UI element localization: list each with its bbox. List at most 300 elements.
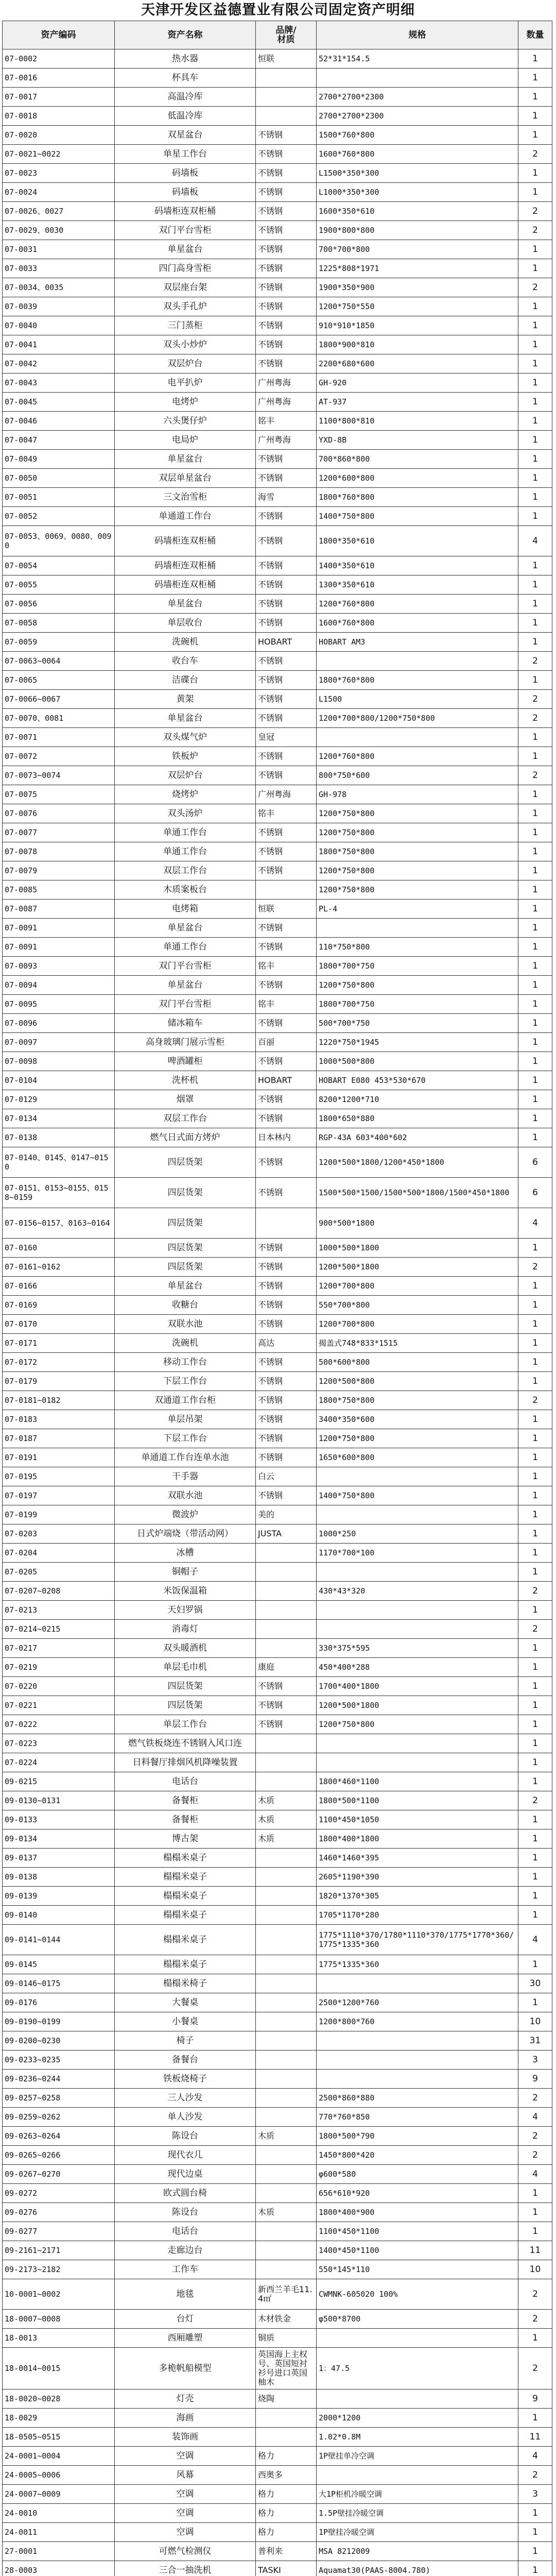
cell-code: 09-0276	[3, 2203, 115, 2222]
cell-quantity: 9	[518, 2389, 552, 2409]
cell-spec	[317, 1734, 518, 1753]
cell-quantity: 1	[518, 1544, 552, 1563]
cell-spec: PL-4	[317, 900, 518, 919]
cell-spec: 500*600*800	[317, 1353, 518, 1372]
cell-material	[256, 1208, 317, 1239]
cell-name: 三文治雪柜	[115, 488, 256, 507]
cell-quantity: 1	[518, 88, 552, 107]
cell-material	[256, 1993, 317, 2012]
table-row	[3, 1033, 552, 1052]
cell-name: 日料餐厅排烟风机降噪装置	[115, 1753, 256, 1772]
cell-material: 不锈钢	[256, 1296, 317, 1315]
table-row	[3, 2466, 552, 2485]
cell-quantity: 1	[518, 633, 552, 652]
cell-code: 07-0059	[3, 633, 115, 652]
cell-quantity: 1	[518, 335, 552, 354]
cell-name: 双层单星盆台	[115, 469, 256, 488]
cell-material	[256, 1734, 317, 1753]
asset-table	[2, 21, 552, 2576]
cell-code: 07-0222	[3, 1715, 115, 1734]
cell-spec	[317, 652, 518, 671]
cell-spec: 1600*760*800	[317, 145, 518, 164]
cell-name: 四层货架	[115, 1696, 256, 1715]
table-row	[3, 690, 552, 709]
cell-name: 电烤炉	[115, 393, 256, 412]
cell-material: 广州粤海	[256, 431, 317, 450]
cell-spec: 550*145*110	[317, 2260, 518, 2279]
table-row	[3, 2310, 552, 2329]
cell-material: 不锈钢	[256, 1315, 317, 1334]
cell-code: 07-0140、0145、0147~0150	[3, 1147, 115, 1178]
cell-spec: AT-937	[317, 393, 518, 412]
table-row	[3, 2447, 552, 2466]
table-row	[3, 2561, 552, 2576]
cell-material	[256, 107, 317, 126]
table-row	[3, 2165, 552, 2184]
cell-quantity: 1	[518, 240, 552, 259]
table-row	[3, 259, 552, 278]
cell-material: 不锈钢	[256, 614, 317, 633]
table-row	[3, 2241, 552, 2260]
cell-name: 燃气铁板烧连不锈钢入风口连	[115, 1734, 256, 1753]
cell-code: 07-0016	[3, 69, 115, 88]
cell-quantity: 1	[518, 1772, 552, 1791]
cell-code: 07-0094	[3, 976, 115, 995]
cell-name: 洗碗机	[115, 1334, 256, 1353]
cell-code: 09-2173~2182	[3, 2260, 115, 2279]
cell-code: 07-0046	[3, 412, 115, 431]
cell-spec: 1800*500*790	[317, 2127, 518, 2146]
cell-material: 不锈钢	[256, 1052, 317, 1071]
cell-quantity: 1	[518, 2203, 552, 2222]
cell-code: 07-0217	[3, 1639, 115, 1658]
cell-name: 陈设台	[115, 2203, 256, 2222]
cell-name: 走廊边台	[115, 2241, 256, 2260]
cell-spec: 1：47.5	[317, 2348, 518, 2389]
cell-spec: 1200*500*1800	[317, 1696, 518, 1715]
cell-material: 木质	[256, 2127, 317, 2146]
cell-name: 码墙柜连双柜桶	[115, 556, 256, 575]
table-row	[3, 145, 552, 164]
header-name: 资产名称	[115, 21, 256, 49]
cell-code: 09-0259~0262	[3, 2108, 115, 2127]
table-row	[3, 412, 552, 431]
table-row	[3, 2279, 552, 2310]
cell-quantity: 1	[518, 728, 552, 747]
cell-code: 09-0233~0235	[3, 2050, 115, 2070]
cell-material	[256, 2050, 317, 2070]
table-row	[3, 1791, 552, 1810]
cell-quantity: 1	[518, 861, 552, 880]
cell-spec	[317, 2466, 518, 2485]
cell-spec: 1800*500*1100	[317, 1791, 518, 1810]
cell-code: 07-0091	[3, 919, 115, 938]
cell-material: 不锈钢	[256, 709, 317, 728]
cell-code: 07-0040	[3, 316, 115, 335]
cell-name: 台灯	[115, 2310, 256, 2329]
table-row	[3, 995, 552, 1014]
cell-quantity: 1	[518, 354, 552, 374]
table-row	[3, 354, 552, 374]
cell-quantity: 1	[518, 900, 552, 919]
cell-quantity: 1	[518, 183, 552, 202]
cell-code: 09-0140	[3, 1906, 115, 1925]
cell-spec	[317, 2329, 518, 2348]
cell-code: 07-0058	[3, 614, 115, 633]
cell-material: 木质	[256, 1791, 317, 1810]
cell-quantity: 1	[518, 1071, 552, 1090]
cell-quantity: 4	[518, 2165, 552, 2184]
cell-material: 不锈钢	[256, 1353, 317, 1372]
cell-material	[256, 1772, 317, 1791]
cell-quantity: 1	[518, 1239, 552, 1258]
cell-code: 09-0263~0264	[3, 2127, 115, 2146]
cell-spec: 1200*600*800	[317, 469, 518, 488]
cell-material: TASKI	[256, 2561, 317, 2576]
cell-quantity: 1	[518, 575, 552, 595]
cell-quantity: 1	[518, 469, 552, 488]
cell-spec: RGP-43A 603*400*602	[317, 1128, 518, 1147]
cell-material	[256, 2089, 317, 2108]
cell-code: 07-0039	[3, 297, 115, 316]
cell-material: 不锈钢	[256, 556, 317, 575]
header-material: 品牌/ 材质	[256, 21, 317, 49]
cell-code: 07-0169	[3, 1296, 115, 1315]
cell-material: 不锈钢	[256, 354, 317, 374]
cell-spec: L1500	[317, 690, 518, 709]
cell-code: 24-0007~0009	[3, 2485, 115, 2504]
cell-spec: 450*400*288	[317, 1658, 518, 1677]
cell-quantity: 2	[518, 1620, 552, 1639]
cell-spec: 1820*1370*305	[317, 1887, 518, 1906]
cell-code: 27-0001	[3, 2542, 115, 2561]
cell-name: 榻榻米桌子	[115, 1868, 256, 1887]
cell-name: 海画	[115, 2409, 256, 2428]
cell-material	[256, 2165, 317, 2184]
cell-name: 三门蒸柜	[115, 316, 256, 335]
cell-spec: L1500*350*300	[317, 164, 518, 183]
cell-quantity: 6	[518, 1178, 552, 1208]
table-row	[3, 709, 552, 728]
cell-material	[256, 2260, 317, 2279]
cell-quantity: 1	[518, 1563, 552, 1582]
cell-quantity: 1	[518, 1353, 552, 1372]
table-row	[3, 1052, 552, 1071]
cell-name: 陈设台	[115, 2127, 256, 2146]
cell-quantity: 1	[518, 107, 552, 126]
cell-material: 广州粤海	[256, 374, 317, 393]
cell-spec: 1200*750*800	[317, 1429, 518, 1448]
header-code: 资产编码	[3, 21, 115, 49]
cell-material	[256, 1925, 317, 1955]
cell-material: 不锈钢	[256, 259, 317, 278]
cell-quantity: 1	[518, 842, 552, 861]
table-row	[3, 2146, 552, 2165]
cell-quantity: 1	[518, 450, 552, 469]
cell-code: 07-0042	[3, 354, 115, 374]
cell-material: 不锈钢	[256, 1410, 317, 1429]
cell-name: 码墙柜连双柜桶	[115, 526, 256, 556]
cell-code: 07-0138	[3, 1128, 115, 1147]
cell-quantity: 1	[518, 671, 552, 690]
cell-name: 榻榻米椅子	[115, 1974, 256, 1993]
table-row	[3, 278, 552, 297]
cell-code: 07-0065	[3, 671, 115, 690]
cell-spec: 110*750*800	[317, 938, 518, 957]
cell-material	[256, 1563, 317, 1582]
cell-spec: 1775*1110*370/1780*1110*370/1775*1770*360/1775*1335*360	[317, 1925, 518, 1955]
cell-quantity: 31	[518, 2031, 552, 2050]
cell-code: 09-0145	[3, 1955, 115, 1974]
cell-spec	[317, 1974, 518, 1993]
cell-quantity: 1	[518, 126, 552, 145]
cell-code: 07-0050	[3, 469, 115, 488]
cell-spec: 1200*760*800	[317, 747, 518, 766]
cell-spec: 1800*760*800	[317, 488, 518, 507]
cell-name: 电话台	[115, 1772, 256, 1791]
cell-name: 收台车	[115, 652, 256, 671]
cell-spec: 430*43*320	[317, 1582, 518, 1601]
cell-material: 不锈钢	[256, 1429, 317, 1448]
table-row	[3, 785, 552, 804]
cell-spec: 1000*500*800	[317, 1052, 518, 1071]
cell-spec	[317, 69, 518, 88]
table-row	[3, 1315, 552, 1334]
table-row	[3, 1353, 552, 1372]
cell-material: 木质	[256, 1810, 317, 1829]
cell-code: 18-0013	[3, 2329, 115, 2348]
table-row	[3, 2389, 552, 2409]
cell-code: 07-0199	[3, 1505, 115, 1524]
cell-name: 双头煤气炉	[115, 728, 256, 747]
cell-material	[256, 1544, 317, 1563]
cell-quantity: 1	[518, 1315, 552, 1334]
cell-material: 不锈钢	[256, 335, 317, 354]
cell-quantity: 9	[518, 2070, 552, 2089]
table-row	[3, 1334, 552, 1353]
cell-spec: 1200*700*800	[317, 1315, 518, 1334]
cell-material: 海雪	[256, 488, 317, 507]
cell-material: 不锈钢	[256, 938, 317, 957]
cell-name: 欧式圆台椅	[115, 2184, 256, 2203]
cell-material: 不锈钢	[256, 861, 317, 880]
cell-name: 单通工作台	[115, 842, 256, 861]
table-row	[3, 1677, 552, 1696]
cell-material	[256, 2241, 317, 2260]
cell-spec: 1200*700*800/1200*750*800	[317, 709, 518, 728]
cell-code: 07-0071	[3, 728, 115, 747]
cell-quantity: 1	[518, 297, 552, 316]
cell-spec	[317, 1620, 518, 1639]
cell-quantity: 1	[518, 1372, 552, 1391]
cell-name: 码墙板	[115, 183, 256, 202]
cell-code: 07-0018	[3, 107, 115, 126]
cell-name: 码墙柜连双柜桶	[115, 202, 256, 221]
cell-spec: 1200*800*760	[317, 2012, 518, 2031]
cell-spec: 770*760*850	[317, 2108, 518, 2127]
cell-name: 铜帽子	[115, 1563, 256, 1582]
table-row	[3, 2050, 552, 2070]
table-row	[3, 507, 552, 526]
cell-spec: φ600*580	[317, 2165, 518, 2184]
cell-quantity: 1	[518, 1906, 552, 1925]
cell-quantity: 1	[518, 1639, 552, 1658]
cell-material: 格力	[256, 2504, 317, 2523]
cell-quantity: 10	[518, 2012, 552, 2031]
table-row	[3, 1696, 552, 1715]
cell-spec: 1400*450*1100	[317, 2241, 518, 2260]
cell-name: 码墙柜连双柜桶	[115, 575, 256, 595]
cell-spec: 2605*1190*390	[317, 1868, 518, 1887]
cell-spec: 1700*400*1800	[317, 1677, 518, 1696]
cell-name: 双头汤炉	[115, 804, 256, 823]
cell-spec	[317, 919, 518, 938]
cell-name: 空调	[115, 2504, 256, 2523]
cell-material: 普利来	[256, 2542, 317, 2561]
cell-quantity: 1	[518, 1849, 552, 1868]
cell-code: 07-0091	[3, 938, 115, 957]
cell-material: 恒联	[256, 900, 317, 919]
cell-material	[256, 1620, 317, 1639]
cell-spec: 1200*750*800	[317, 1715, 518, 1734]
cell-name: 单层收台	[115, 614, 256, 633]
cell-spec: 1600*760*800	[317, 614, 518, 633]
table-row	[3, 1128, 552, 1147]
cell-name: 地毯	[115, 2279, 256, 2310]
table-row	[3, 126, 552, 145]
cell-quantity: 1	[518, 976, 552, 995]
cell-material: 美的	[256, 1505, 317, 1524]
cell-quantity: 1	[518, 595, 552, 614]
cell-code: 18-0029	[3, 2409, 115, 2428]
table-row	[3, 1639, 552, 1658]
cell-code: 07-0052	[3, 507, 115, 526]
cell-code: 07-0026、0027	[3, 202, 115, 221]
cell-material: 不锈钢	[256, 183, 317, 202]
cell-spec: 1400*750*800	[317, 1486, 518, 1505]
cell-quantity: 4	[518, 1208, 552, 1239]
cell-name: 单星工作台	[115, 145, 256, 164]
table-row	[3, 1601, 552, 1620]
table-row	[3, 2203, 552, 2222]
table-row	[3, 804, 552, 823]
cell-spec	[317, 1753, 518, 1772]
cell-name: 单层工作台	[115, 1715, 256, 1734]
cell-material: 格力	[256, 2523, 317, 2542]
cell-material: 不锈钢	[256, 1147, 317, 1178]
cell-quantity: 2	[518, 1258, 552, 1277]
cell-name: 单人沙发	[115, 2108, 256, 2127]
cell-spec: 656*610*920	[317, 2184, 518, 2203]
cell-code: 09-0139	[3, 1887, 115, 1906]
cell-code: 07-0023	[3, 164, 115, 183]
cell-quantity: 1	[518, 1090, 552, 1109]
cell-name: 双星盆台	[115, 126, 256, 145]
cell-name: 四层货架	[115, 1677, 256, 1696]
cell-name: 榻榻米桌子	[115, 1925, 256, 1955]
cell-code: 07-0220	[3, 1677, 115, 1696]
cell-quantity: 2	[518, 145, 552, 164]
cell-code: 07-0151、0153~0155、0158~0159	[3, 1178, 115, 1208]
cell-quantity: 1	[518, 1334, 552, 1353]
table-row	[3, 450, 552, 469]
cell-material: 不锈钢	[256, 1239, 317, 1258]
cell-name: 双层炉台	[115, 766, 256, 785]
cell-material: 皇冠	[256, 728, 317, 747]
table-row	[3, 2504, 552, 2523]
cell-spec: 700*860*800	[317, 450, 518, 469]
cell-quantity: 1	[518, 823, 552, 842]
cell-quantity: 1	[518, 1677, 552, 1696]
cell-code: 09-0277	[3, 2222, 115, 2241]
table-row	[3, 2542, 552, 2561]
cell-material: 不锈钢	[256, 919, 317, 938]
cell-quantity: 2	[518, 1791, 552, 1810]
cell-name: 电烤箱	[115, 900, 256, 919]
cell-name: 四层货架	[115, 1147, 256, 1178]
cell-material: 恒联	[256, 49, 317, 69]
cell-name: 现代衣几	[115, 2146, 256, 2165]
cell-material: 铭丰	[256, 804, 317, 823]
cell-material: 不锈钢	[256, 1715, 317, 1734]
cell-quantity: 2	[518, 1391, 552, 1410]
cell-name: 日式炉端烧（带活动网）	[115, 1524, 256, 1544]
cell-spec: CWMNK-605020 100%	[317, 2279, 518, 2310]
cell-name: 码墙板	[115, 164, 256, 183]
cell-spec: 1200*750*550	[317, 297, 518, 316]
cell-spec: 1.02*0.8M	[317, 2428, 518, 2447]
cell-spec: 1200*750*800	[317, 976, 518, 995]
cell-material: 不锈钢	[256, 1448, 317, 1467]
cell-material: 白云	[256, 1467, 317, 1486]
cell-quantity: 4	[518, 2447, 552, 2466]
cell-quantity: 1	[518, 1486, 552, 1505]
cell-material: 不锈钢	[256, 575, 317, 595]
cell-name: 六头煲仔炉	[115, 412, 256, 431]
cell-code: 09-0137	[3, 1849, 115, 1868]
cell-name: 双门平台雪柜	[115, 957, 256, 976]
cell-quantity: 1	[518, 1410, 552, 1429]
cell-code: 07-0219	[3, 1658, 115, 1677]
cell-material	[256, 2070, 317, 2089]
cell-code: 09-0190~0199	[3, 2012, 115, 2031]
cell-code: 07-0096	[3, 1014, 115, 1033]
cell-spec: 2500*1200*760	[317, 1993, 518, 2012]
cell-name: 杯具车	[115, 69, 256, 88]
cell-code: 09-0215	[3, 1772, 115, 1791]
cell-quantity: 2	[518, 221, 552, 240]
cell-code: 09-0200~0230	[3, 2031, 115, 2050]
table-row	[3, 1372, 552, 1391]
cell-code: 07-0087	[3, 900, 115, 919]
cell-name: 现代边桌	[115, 2165, 256, 2184]
table-row	[3, 823, 552, 842]
cell-name: 四层货架	[115, 1239, 256, 1258]
cell-quantity: 1	[518, 164, 552, 183]
cell-material: 格力	[256, 2485, 317, 2504]
cell-spec: 1200*500*800	[317, 1372, 518, 1391]
cell-quantity: 1	[518, 1734, 552, 1753]
table-row	[3, 1772, 552, 1791]
cell-code: 07-0085	[3, 880, 115, 900]
table-row	[3, 880, 552, 900]
table-row	[3, 240, 552, 259]
cell-quantity: 2	[518, 709, 552, 728]
table-row	[3, 2485, 552, 2504]
cell-quantity: 11	[518, 2428, 552, 2447]
cell-material: 铜质	[256, 2329, 317, 2348]
cell-code: 07-0063~0064	[3, 652, 115, 671]
